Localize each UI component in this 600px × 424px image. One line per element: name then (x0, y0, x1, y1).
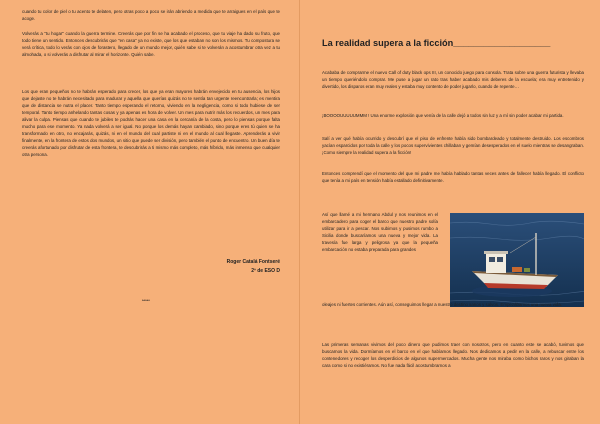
fishing-boat-image (450, 213, 584, 307)
right-paragraph-5a: Así que llamé a mi hermano Abdul y nos reunimos en el embarcadero para coger el barco que nuestro padre solía utilizar para ir a pescar. Nos subimos y pusimos rumbo a Sicilia donde buscaríamos una nueva y mejor vida. La travesía fue larga y peligrosa ya que la pequeña embarcación no estaba preparada para grandes (322, 212, 438, 252)
right-paragraph-3: Salí a ver qué había ocurrido y descubrí que el piso de enfrente había sido bombardeado y totalmente destruido. Los escombros yacían esparcidos por toda la calle y los pocos supervivientes chillaban y gemían desesperados en el suelo mientras se desangraban. ¡Como siempre la realidad supera a la ficción! (322, 136, 584, 155)
right-paragraph-5b: oleajes ni fuertes corrientes. Aún así, conseguimos llegar a nuestro destino sanos y salvos. Empezábamos una nueva vida. (322, 302, 562, 307)
author-grade: 2º de ESO D (251, 268, 280, 274)
section-separator: ***** (142, 298, 150, 303)
author-name: Roger Catalá Fontseré (226, 259, 280, 265)
left-paragraph-3: Los que eran pequeños no te habrán esperado para crecer, los que ya eran mayores habrán envejecido en tu ausencia, los hijos que dejaste no te habrán necesitado para madurar y aquella que querías quizás no te sentía tan urgente reencontrarla; es mentira que de distancia se nutra el placer. Tanto tiempo esperando el retorno, viviendo en la negligencia, como si todo hubiese de ser temporal. Tanto tiempo anhelando tantas cosas y ya apenas es hora de volver. Un mes para nutrir más los recuerdos, un mes para alivar la culpa. Piensas que cuando te jubiles te podrás hacer una casa en la cercanía de la costa, pero lo piensas porque falta mucho para ese momento. Ya nada volverá a ser igual. No porque los demás hayan cambiado, sino porque eres tú quien se ha transformado en otro, no encajarás, quizás, ni en el mundo del cual partiste ni en el mundo al cual llegaste. Aprenderás a vivir finalmente, en la frontera de estos dos mundos, un sitio que puede ser división, pero también el punto de encuentro. Un buen día te creerás afortunado por disfrutar de esta frontera, te descubrirás a ti mismo más completo, más híbrido, más inmenso que cualquier otra persona. (22, 89, 280, 157)
right-paragraph-4: Entonces comprendí que el momento del que mi padre me había hablado tantas veces antes de fallecer había llegado. El conflicto que tenía a mi país en tensión había estallado definitivamente. (322, 171, 584, 183)
right-paragraph-1: Acababa de comprarme el nuevo Call of duty black ops III, un conocido juego para consola. Trata sobre una guerra futurista y llevaba un tiempo queriéndolo comprar. Me puse a jugar un rato tras haber acabado mis deberes de la escuela; era muy entretenido y divertido, los disparos eran muy reales y estaba muy contento de poder jugarlo, cuando de repente… (322, 70, 584, 89)
right-paragraph-6: Las primeras semanas vivimos del poco dinero que pudimos traer con nosotros, pero en cuanto este se acabó, tuvimos que buscarnos la vida. Dormíamos en el barco en el que habíamos llegado. Nos dedicamos a pedir en la calle, a rebuscar entre los contenedores y recoger los desperdicios de algunos supermercados. Mucha gente nos miraba como bichos raros y nos giraban la cara como si no existiéramos. No fue nada fácil acostumbrarnos a (322, 342, 584, 368)
page-spine (299, 0, 300, 424)
wrapped-paragraph-block (322, 211, 584, 331)
fishing-boat-photo (450, 213, 584, 307)
article-title: La realidad supera a la ficción___________________ (322, 38, 551, 48)
left-paragraph-1: cuando tu color de piel o tu acento te delaten, pero otras poco a poco se irán abriendo a medida que te arraigues en el país que te acoge. (22, 9, 280, 21)
right-paragraph-2: ¡BOOOOUUUUUMMM ! Una enorme explosión que venía de la calle dejó a todos sin luz y a mí sin poder acabar mi partida. (322, 113, 564, 118)
left-paragraph-2: Volverás a "tu hogar" cuando la guerra termine. Creerás que por fin se ha acabado el proceso, que tu viaje ha dado su fruto, que todo tiene un sentido. Entonces descubrirás que "en casa" ya no existe, que los que estaban no son los mismos. Tu compostura se verá crítica, todo lo verás con ojos de forastero, llegado de un mundo mejor, quién sabe si te volverán a acostumbrar otra vez a tu almohada, o si volverás a disfrutar al mirar el horizonte. Quién sabe. (22, 31, 280, 57)
